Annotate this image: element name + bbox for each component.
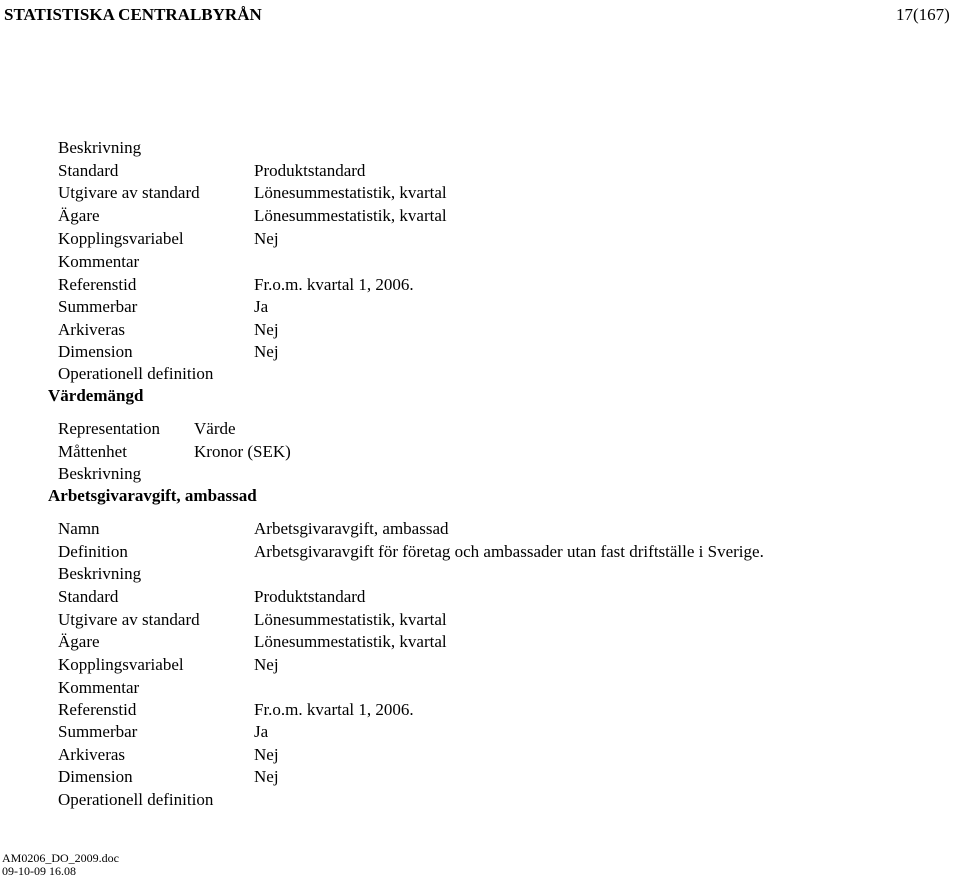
- kopplingsvariabel-label-2: Kopplingsvariabel: [58, 655, 184, 674]
- footer-datetime: 09-10-09 16.08: [2, 864, 76, 878]
- definition-value: Arbetsgivaravgift för företag och ambassader utan fast driftställe i Sverige.: [254, 542, 764, 561]
- dimension-value-2: Nej: [254, 767, 279, 786]
- dimension-value: Nej: [254, 342, 279, 361]
- utgivare-label: Utgivare av standard: [58, 183, 200, 202]
- agare-value: Lönesummestatistik, kvartal: [254, 206, 447, 225]
- arkiveras-label: Arkiveras: [58, 320, 126, 339]
- definition-label: Definition: [58, 542, 128, 561]
- standard-value: Produktstandard: [254, 161, 366, 180]
- agare-value-2: Lönesummestatistik, kvartal: [254, 632, 447, 651]
- namn-value: Arbetsgivaravgift, ambassad: [254, 519, 449, 538]
- representation-label: Representation: [58, 419, 160, 438]
- dimension-label: Dimension: [58, 342, 133, 361]
- variable-heading: Arbetsgivaravgift, ambassad: [48, 486, 257, 505]
- summerbar-label: Summerbar: [58, 297, 138, 316]
- utgivare-value: Lönesummestatistik, kvartal: [254, 183, 447, 202]
- referenstid-label: Referenstid: [58, 275, 137, 294]
- arkiveras-label-2: Arkiveras: [58, 745, 126, 764]
- summerbar-label-2: Summerbar: [58, 722, 138, 741]
- kopplingsvariabel-value: Nej: [254, 229, 279, 248]
- mattenhet-value: Kronor (SEK): [194, 442, 291, 461]
- summerbar-value-2: Ja: [254, 722, 269, 741]
- agare-label-2: Ägare: [58, 632, 100, 651]
- utgivare-label-2: Utgivare av standard: [58, 610, 200, 629]
- page-number: 17(167): [896, 5, 950, 24]
- representation-value: Värde: [194, 419, 236, 438]
- summerbar-value: Ja: [254, 297, 269, 316]
- standard-value-2: Produktstandard: [254, 587, 366, 606]
- footer-filename: AM0206_DO_2009.doc: [2, 851, 119, 865]
- vardemangd-heading: Värdemängd: [48, 386, 144, 405]
- mattenhet-label: Måttenhet: [58, 442, 127, 461]
- referenstid-label-2: Referenstid: [58, 700, 137, 719]
- namn-label: Namn: [58, 519, 100, 538]
- page-header-org: STATISTISKA CENTRALBYRÅN: [4, 5, 262, 24]
- referenstid-value-2: Fr.o.m. kvartal 1, 2006.: [254, 700, 414, 719]
- operationell-definition-label-2: Operationell definition: [58, 790, 214, 809]
- utgivare-value-2: Lönesummestatistik, kvartal: [254, 610, 447, 629]
- agare-label: Ägare: [58, 206, 100, 225]
- vardemangd-beskrivning-label: Beskrivning: [58, 464, 142, 483]
- standard-label-2: Standard: [58, 587, 119, 606]
- dimension-label-2: Dimension: [58, 767, 133, 786]
- kommentar-label: Kommentar: [58, 252, 140, 271]
- referenstid-value: Fr.o.m. kvartal 1, 2006.: [254, 275, 414, 294]
- standard-label: Standard: [58, 161, 119, 180]
- beskrivning-label: Beskrivning: [58, 138, 142, 157]
- kommentar-label-2: Kommentar: [58, 678, 140, 697]
- operationell-definition-label: Operationell definition: [58, 364, 214, 383]
- kopplingsvariabel-label: Kopplingsvariabel: [58, 229, 184, 248]
- beskrivning-label-2: Beskrivning: [58, 564, 142, 583]
- arkiveras-value: Nej: [254, 320, 279, 339]
- arkiveras-value-2: Nej: [254, 745, 279, 764]
- kopplingsvariabel-value-2: Nej: [254, 655, 279, 674]
